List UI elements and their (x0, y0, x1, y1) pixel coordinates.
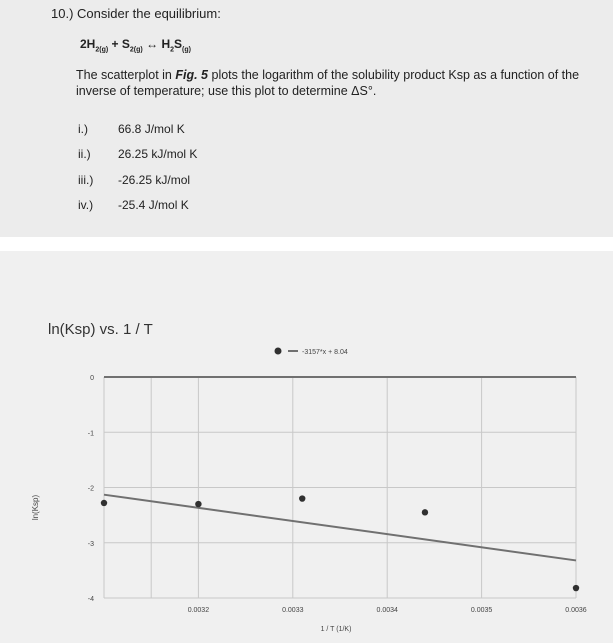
x-tick-label: 0.0032 (187, 607, 210, 614)
chart-title: ln(Ksp) vs. 1 / T (48, 321, 153, 338)
reactant-h2: 2H (80, 37, 96, 51)
data-point (422, 509, 428, 515)
y-tick-label: -3 (87, 540, 94, 548)
reactant-s2: S (121, 37, 130, 51)
x-tick-label: 0.0033 (282, 607, 304, 614)
question-prompt (76, 67, 596, 99)
option-text: -25.4 J/mol K (118, 198, 189, 212)
product-s: S (174, 37, 183, 51)
option-3[interactable] (78, 173, 190, 187)
option-1[interactable] (78, 122, 185, 136)
legend-marker (275, 348, 282, 355)
option-2[interactable] (78, 147, 197, 161)
option-text: 66.8 J/mol K (118, 122, 185, 136)
question-heading-text: Consider the equilibrium: (77, 6, 221, 21)
product-h-sub: 2 (170, 46, 175, 54)
data-point (195, 501, 201, 507)
reactant-h2-sub: 2(g) (95, 46, 109, 54)
reactant-s2-sub: 2(g) (129, 46, 143, 54)
chart-svg (0, 251, 613, 643)
question-panel (0, 0, 613, 237)
x-tick-label: 0.0035 (470, 607, 493, 614)
question-number: 10.) (51, 6, 74, 21)
option-number: i.) (78, 122, 88, 136)
data-point (101, 500, 107, 506)
product-h: H (161, 37, 171, 51)
y-axis-label: ln(Ksp) (31, 494, 40, 521)
question-heading (51, 6, 221, 21)
equilibrium-arrow-icon: ↔ (146, 37, 159, 51)
reaction-equation (80, 37, 191, 53)
prompt-text-b: plots the logarithm of the solubility product Ksp as a function of the inverse of temperature; use this plot to determine ΔS°. (76, 68, 580, 98)
option-number: iv.) (78, 198, 94, 212)
y-tick-label: -4 (87, 596, 94, 603)
x-tick-label: 0.0034 (376, 607, 398, 614)
y-tick-label: -2 (87, 485, 94, 493)
option-text: -26.25 kJ/mol (118, 173, 191, 187)
option-number: iii.) (78, 173, 94, 187)
option-number: ii.) (78, 147, 91, 161)
figure-panel (0, 251, 613, 643)
x-axis-label: 1 / T (1/K) (320, 626, 352, 633)
y-tick-label: 0 (90, 375, 94, 382)
option-4[interactable] (78, 198, 189, 212)
x-tick-label: 0.0036 (565, 607, 587, 614)
prompt-text-a: The scatterplot in (76, 68, 176, 82)
data-point (299, 495, 305, 501)
legend-label: -3157*x + 8.04 (302, 349, 348, 356)
option-text: 26.25 kJ/mol K (118, 147, 198, 161)
panel-divider (0, 237, 613, 251)
prompt-figure-ref: Fig. 5 (175, 68, 209, 82)
data-point (573, 585, 579, 591)
product-s-sub: (g) (182, 46, 191, 54)
y-tick-label: -1 (87, 430, 94, 438)
plus-sign: + (111, 37, 119, 51)
fit-line (104, 495, 576, 561)
